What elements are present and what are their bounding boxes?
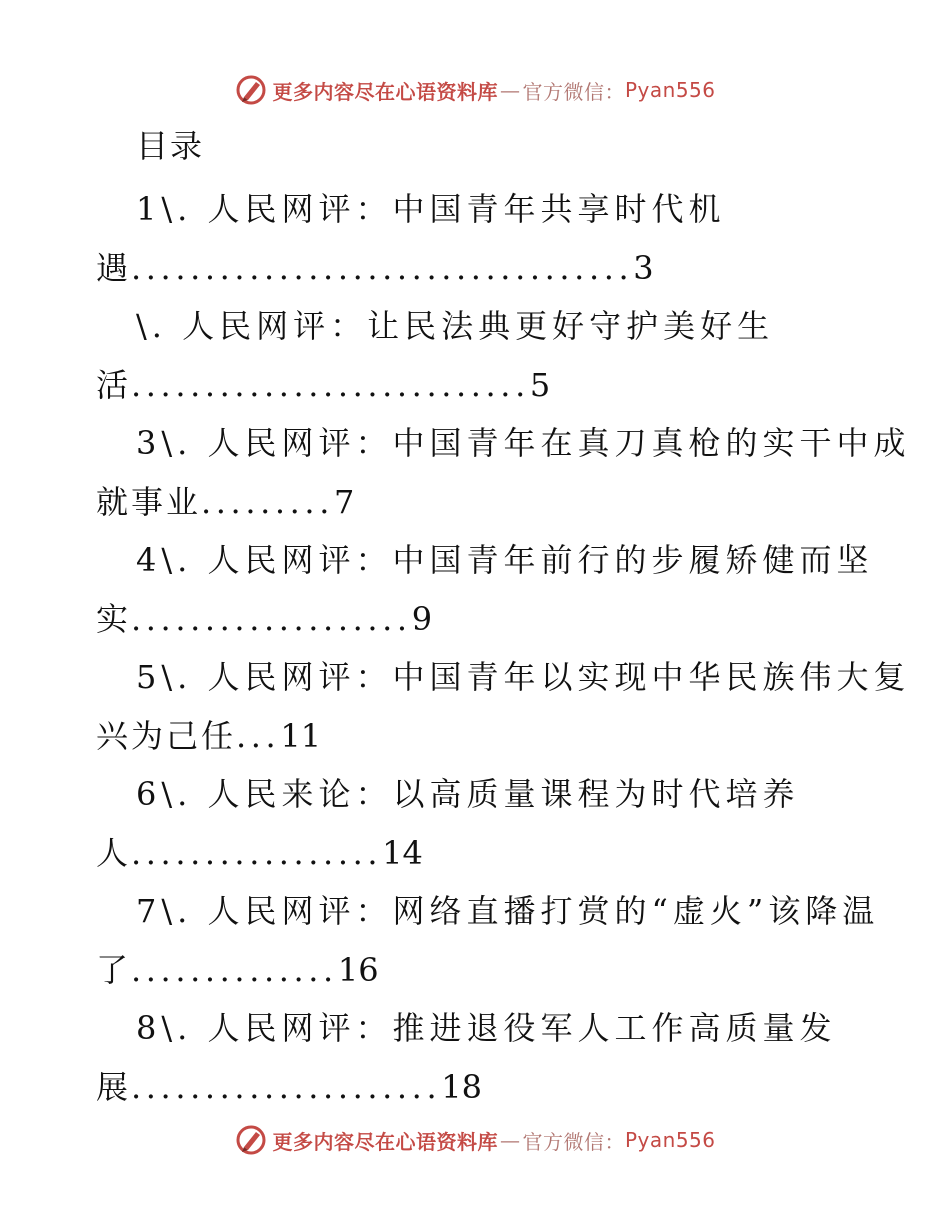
watermark-account-id: Pyan556: [624, 1128, 716, 1152]
watermark-dash: —: [499, 78, 521, 102]
toc-entry-5[interactable]: [96, 648, 911, 765]
watermark-main-text: 更多内容尽在心语资料库: [272, 79, 498, 104]
toc-entry-leader: [96, 941, 876, 1000]
toc-entry-7[interactable]: [96, 882, 880, 999]
toc-entry-tail: 就事业: [96, 482, 202, 521]
toc-entry-title: 6\. 人民来论：以高质量课程为时代培养: [136, 775, 800, 813]
toc-entry-tail: 遇: [96, 248, 132, 287]
toc-title: 目录: [136, 127, 205, 165]
toc-entry-8[interactable]: [96, 999, 876, 1116]
toc-entry-dots: ..............: [131, 950, 338, 989]
watermark-account-label: 官方微信：: [522, 79, 625, 104]
toc-entry-tail: 了: [96, 950, 132, 989]
toc-entry-6[interactable]: [96, 765, 876, 882]
toc-entry-leader: [96, 1058, 876, 1117]
toc-entry-dots: .........: [201, 482, 334, 521]
toc-entry-tail: 兴为己任: [96, 716, 237, 755]
toc-entry-title: 1\. 人民网评：中国青年共享时代机: [136, 190, 726, 228]
toc-entry-title: \. 人民网评：让民法典更好守护美好生: [136, 307, 775, 345]
watermark-dash: —: [499, 1128, 521, 1152]
toc-entry-3[interactable]: [96, 414, 911, 531]
toc-entry-leader: [96, 473, 876, 532]
toc-entry-title: 8\. 人民网评：推进退役军人工作高质量发: [136, 1009, 837, 1047]
toc-entry-dots: ...........................: [131, 365, 530, 404]
toc-entry-tail: 展: [96, 1067, 132, 1106]
toc-entry-leader: [96, 707, 876, 766]
toc-entry-leader: [96, 590, 876, 649]
toc-entry-page: 3: [633, 248, 654, 287]
watermark-main-text: 更多内容尽在心语资料库: [272, 1129, 498, 1154]
toc-entry-title: 7\. 人民网评：网络直播打赏的“虚火”该降温: [136, 892, 880, 930]
watermark-header: [0, 70, 950, 110]
toc-entry-page: 11: [280, 716, 322, 755]
toc-entry-dots: ...: [236, 716, 281, 755]
toc-entry-1[interactable]: [96, 180, 876, 297]
toc-entry-dots: ..................................: [131, 248, 634, 287]
toc-entry-4[interactable]: [96, 531, 876, 648]
toc-entry-2[interactable]: [96, 297, 876, 414]
toc-entry-dots: .....................: [131, 1067, 442, 1106]
watermark-account-label: 官方微信：: [522, 1129, 625, 1154]
toc-entry-tail: 人: [96, 833, 132, 872]
toc-entry-page: 7: [333, 482, 355, 521]
toc-entry-dots: .................: [131, 833, 383, 872]
pen-logo-icon: [234, 1123, 268, 1157]
toc-entry-leader: [96, 239, 876, 298]
toc-entry-title: 4\. 人民网评：中国青年前行的步履矫健而坚: [136, 541, 874, 579]
toc-entry-title: 3\. 人民网评：中国青年在真刀真枪的实干中成: [136, 424, 911, 462]
toc-entry-page: 14: [382, 833, 423, 872]
watermark-footer: [0, 1120, 950, 1160]
toc-entry-dots: ...................: [131, 599, 412, 638]
toc-entry-title: 5\. 人民网评：中国青年以实现中华民族伟大复: [136, 658, 911, 696]
toc-entry-tail: 实: [96, 599, 132, 638]
watermark-account-id: Pyan556: [624, 78, 716, 102]
toc-entry-tail: 活: [96, 365, 132, 404]
toc-entry-page: 16: [337, 950, 379, 989]
toc-entry-leader: [96, 824, 876, 883]
toc-entry-leader: [96, 356, 876, 415]
toc-entry-page: 9: [411, 599, 433, 638]
pen-logo-icon: [234, 73, 268, 107]
toc-entry-page: 5: [529, 365, 551, 404]
toc-entry-page: 18: [441, 1067, 482, 1106]
toc-list: [96, 180, 911, 1116]
